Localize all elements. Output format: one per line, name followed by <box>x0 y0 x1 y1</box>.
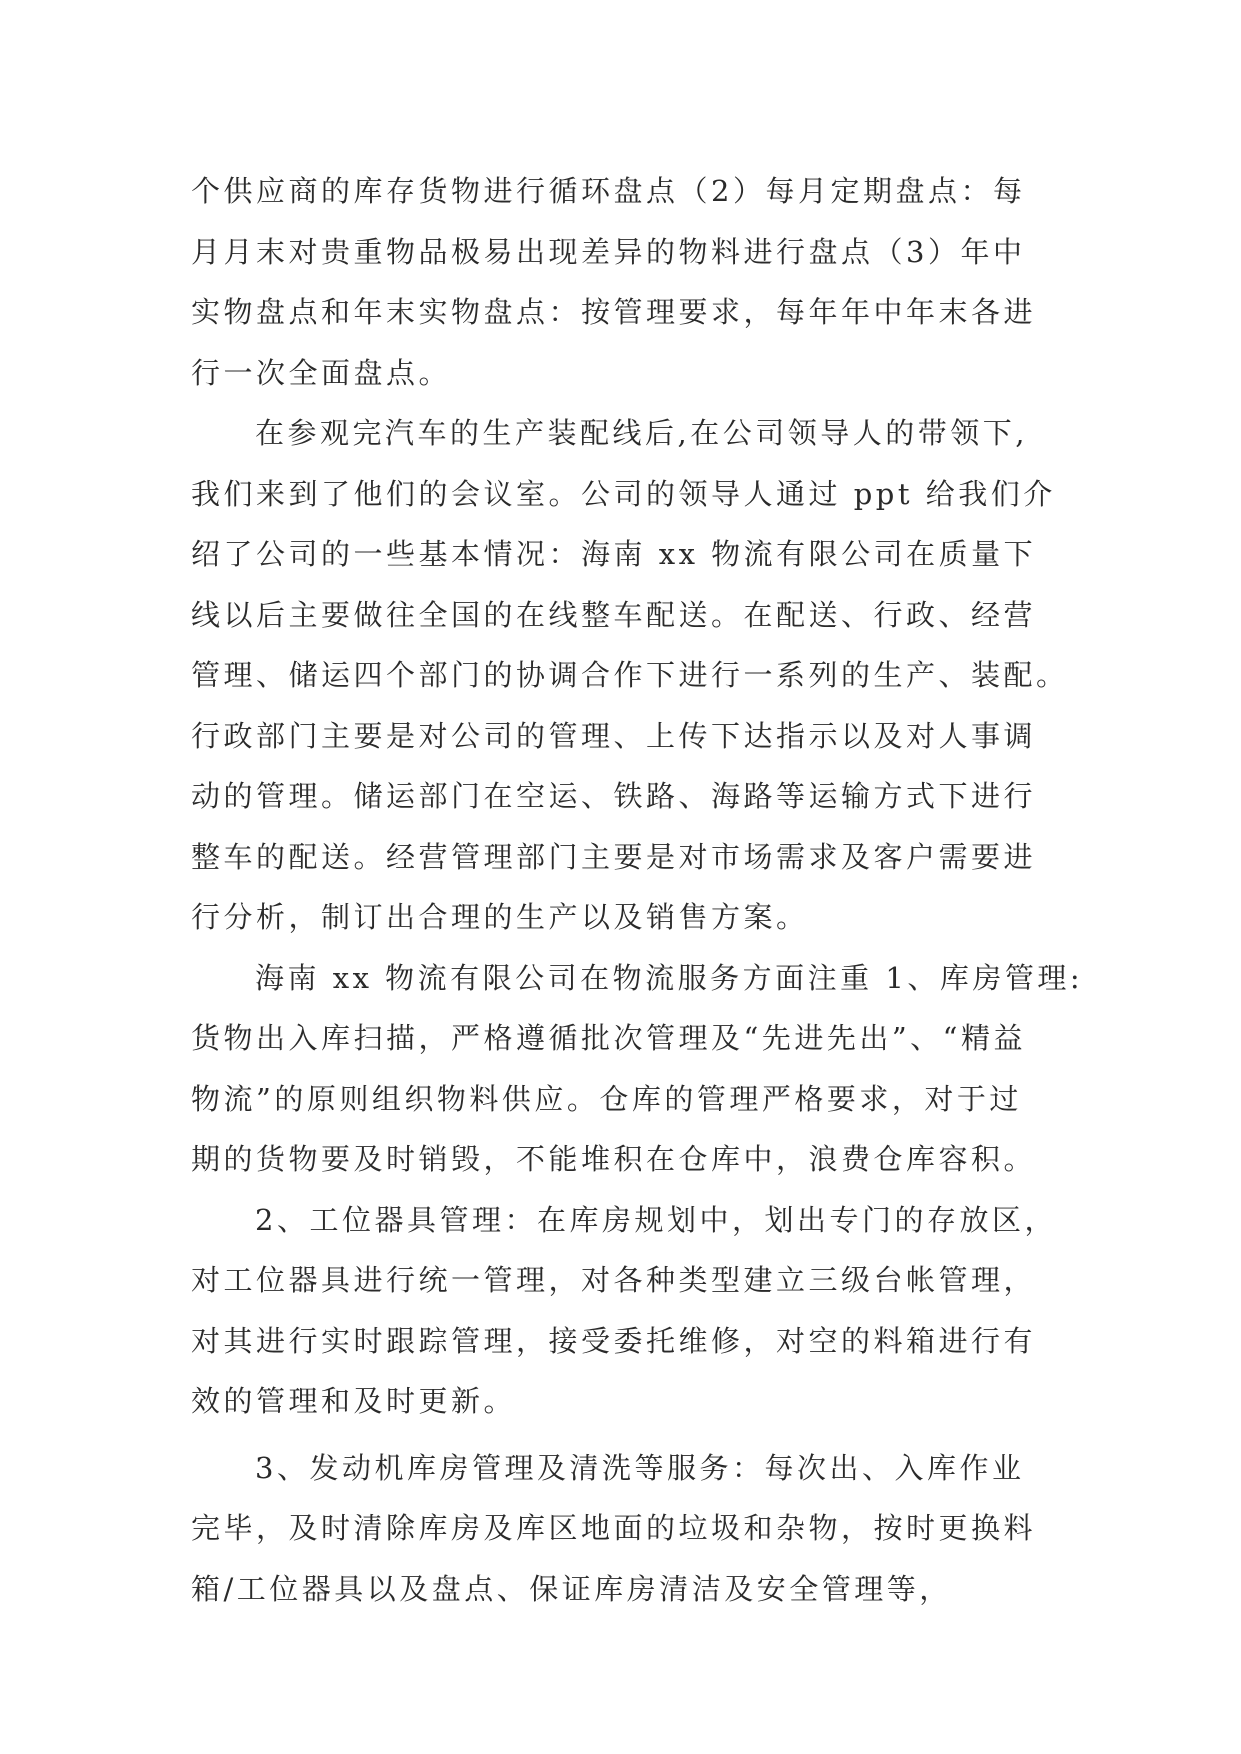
text-line: 效的管理和及时更新。 <box>191 1384 517 1418</box>
text-line: 3、发动机库房管理及清洗等服务：每次出、入库作业 <box>255 1450 1025 1485</box>
paragraph-workstation-equipment <box>191 1190 1071 1432</box>
paragraph-engine-warehouse <box>191 1438 1071 1620</box>
text-line: 海南 xx 物流有限公司在物流服务方面注重 1、库房管理: <box>255 960 1084 995</box>
text-line: 2、工位器具管理：在库房规划中，划出专门的存放区， <box>255 1202 1057 1237</box>
text-line: 对工位器具进行统一管理，对各种类型建立三级台帐管理， <box>191 1263 1037 1297</box>
text-line: 线以后主要做往全国的在线整车配送。在配送、行政、经营 <box>191 597 1037 632</box>
text-line: 完毕，及时清除库房及库区地面的垃圾和杂物，按时更换料 <box>191 1511 1037 1545</box>
paragraph-inventory-counting <box>191 161 1071 403</box>
text-line: 箱/工位器具以及盘点、保证库房清洁及安全管理等， <box>191 1571 952 1606</box>
text-line: 管理、储运四个部门的协调合作下进行一系列的生产、装配。 <box>191 658 1069 692</box>
text-line: 期的货物要及时销毁，不能堆积在仓库中，浪费仓库容积。 <box>191 1142 1037 1176</box>
text-line: 整车的配送。经营管理部门主要是对市场需求及客户需要进 <box>191 839 1037 874</box>
text-line: 行一次全面盘点。 <box>191 355 452 390</box>
text-line: 货物出入库扫描，严格遵循批次管理及“先进先出”、“精益 <box>191 1021 1026 1055</box>
text-line: 绍了公司的一些基本情况：海南 xx 物流有限公司在质量下 <box>191 537 1037 571</box>
paragraph-warehouse-management <box>191 948 1084 1190</box>
document-body <box>191 161 1084 1619</box>
text-line: 物流”的原则组织物料供应。仓库的管理严格要求，对于过 <box>191 1081 1022 1116</box>
text-line: 月月末对贵重物品极易出现差异的物料进行盘点（3）年中 <box>191 234 1026 269</box>
text-line: 在参观完汽车的生产装配线后,在公司领导人的带领下, <box>255 416 1028 450</box>
text-line: 我们来到了他们的会议室。公司的领导人通过 ppt 给我们介 <box>191 476 1056 511</box>
text-line: 个供应商的库存货物进行循环盘点（2）每月定期盘点：每 <box>191 174 1026 208</box>
text-line: 行政部门主要是对公司的管理、上传下达指示以及对人事调 <box>191 718 1037 753</box>
text-line: 对其进行实时跟踪管理，接受委托维修，对空的料箱进行有 <box>191 1323 1037 1358</box>
text-line: 动的管理。储运部门在空运、铁路、海路等运输方式下进行 <box>191 779 1037 813</box>
text-line: 实物盘点和年末实物盘点：按管理要求，每年年中年末各进 <box>191 295 1037 329</box>
paragraph-company-visit <box>191 403 1071 948</box>
text-line: 行分析，制订出合理的生产以及销售方案。 <box>191 900 809 934</box>
